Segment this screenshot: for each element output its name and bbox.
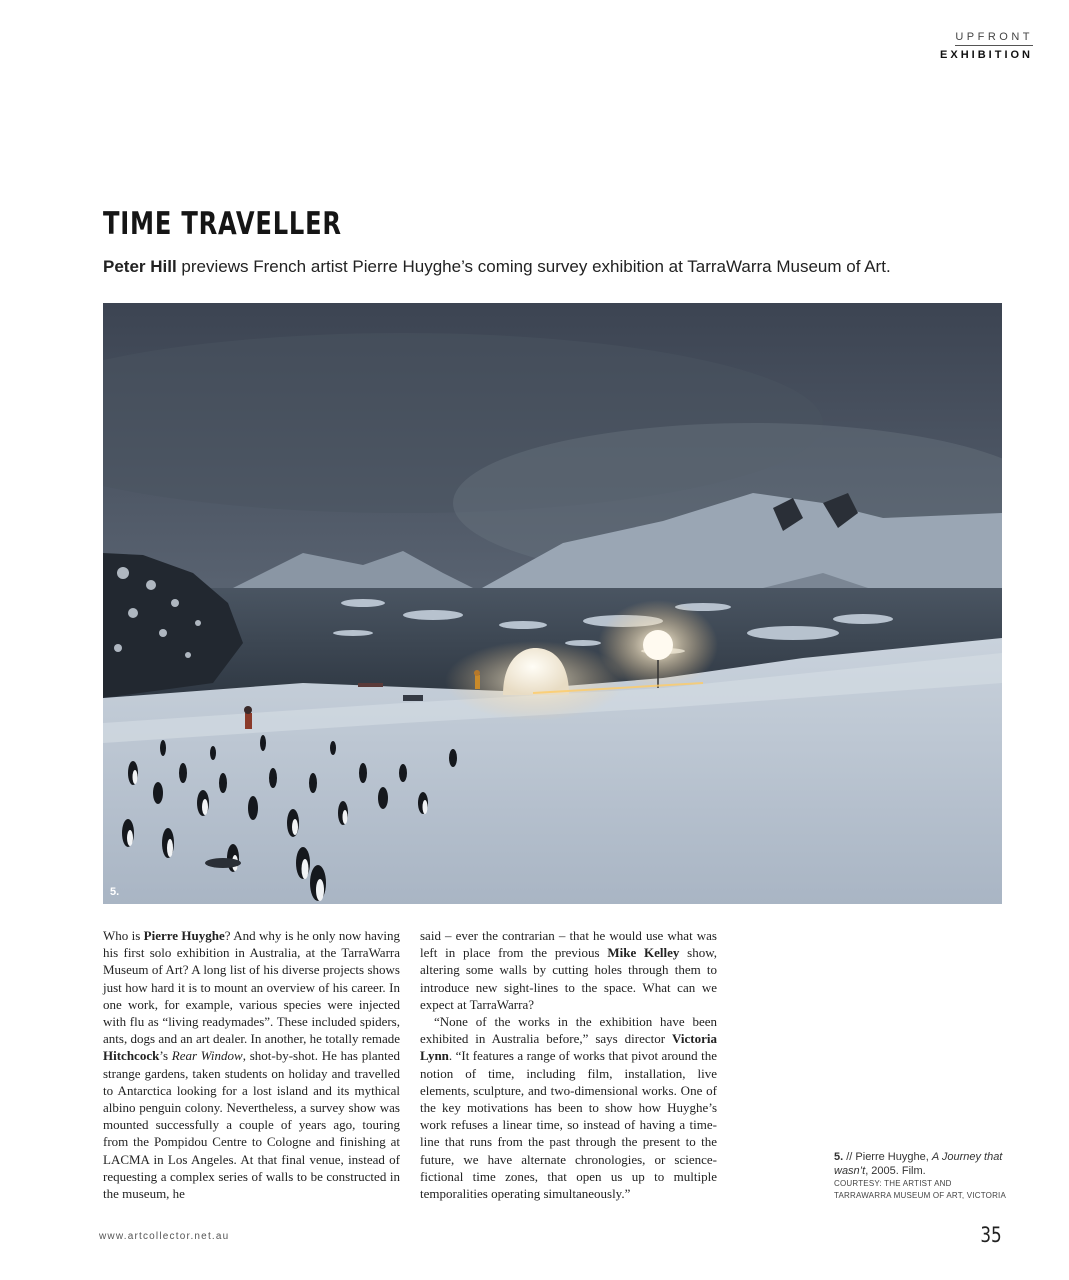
body-paragraph: Who is Pierre Huyghe? And why is he only now having his first solo exhibition in Australia, at the TarraWarra Museum of Art? A long list of his diverse projects shows just how hard it is to mount an overview of his career. In one work, for example, various species were injected with flu as “living readymades”. These included spiders, ants, dogs and an art dealer. In another, he totally remade Hitchcock’s Rear Window, shot-by-shot. He has planted strange gardens, taken students on holiday and travelled to Antarctica looking for a lost island and its mythical albino penguin colony. Nevertheless, a survey show was mounted successfully a couple of years ago, touring from the Pompidou Centre to Cologne and finishing at LACMA in Los Angeles. At that final venue, instead of requesting a complex series of walls to be constructed in the museum, he [103, 928, 400, 1202]
hitchcock-name: Hitchcock [103, 1048, 160, 1064]
mike-kelley-name: Mike Kelley [607, 945, 680, 961]
section-label [940, 31, 1033, 61]
caption-number: 5. [834, 1151, 844, 1163]
feature-photo [103, 303, 1002, 904]
footer-url[interactable]: www.artcollector.net.au [99, 1231, 230, 1242]
page-number: 35 [980, 1223, 1002, 1247]
film-title: Rear Window [171, 1048, 243, 1064]
standfirst-author: Peter Hill [103, 257, 177, 276]
antarctic-landscape-image [103, 303, 1002, 904]
artist-name: Pierre Huyghe [143, 928, 225, 943]
section-name: UPFRONT [955, 31, 1033, 46]
subsection-name: EXHIBITION [940, 49, 1033, 61]
body-column-2 [420, 927, 717, 1202]
director-name: Victoria Lynn [420, 1031, 717, 1064]
caption-text: 5. // Pierre Huyghe, A Journey that wasn’t, 2005. Film. [834, 1151, 1003, 1177]
photo-number: 5. [110, 886, 120, 898]
standfirst [103, 257, 891, 277]
body-column-1 [103, 927, 400, 1202]
caption-work-title: A Journey that wasn’t [834, 1151, 1003, 1177]
caption-credit: COURTESY: THE ARTIST AND [834, 1179, 952, 1188]
caption-credit: TARRAWARRA MUSEUM OF ART, VICTORIA [834, 1191, 1007, 1200]
standfirst-text: previews French artist Pierre Huyghe’s coming survey exhibition at TarraWarra Museum of Art. [176, 257, 891, 276]
body-paragraph: “None of the works in the exhibition have been exhibited in Australia before,” says director Victoria Lynn. “It features a range of works that pivot around the notion of time, including film, installation, live elements, sculpture, and two-dimensional works. One of the key motivations has been to show how Huyghe’s work refuses a linear time, so instead of having a time-line that runs from the past through the present to the future, we have alternate chronologies, or science-fictional time zones, that open us up to multiple temporalities operating simultaneously.” [420, 1014, 717, 1202]
article-headline: TIME TRAVELLER [103, 206, 342, 242]
body-paragraph: said – ever the contrarian – that he would use what was left in place from the previous Mike Kelley show, altering some walls by cutting holes through them to introduce new sight-lines to the space. What can we expect at TarraWarra? [420, 928, 718, 1012]
photo-caption [834, 1150, 1034, 1202]
